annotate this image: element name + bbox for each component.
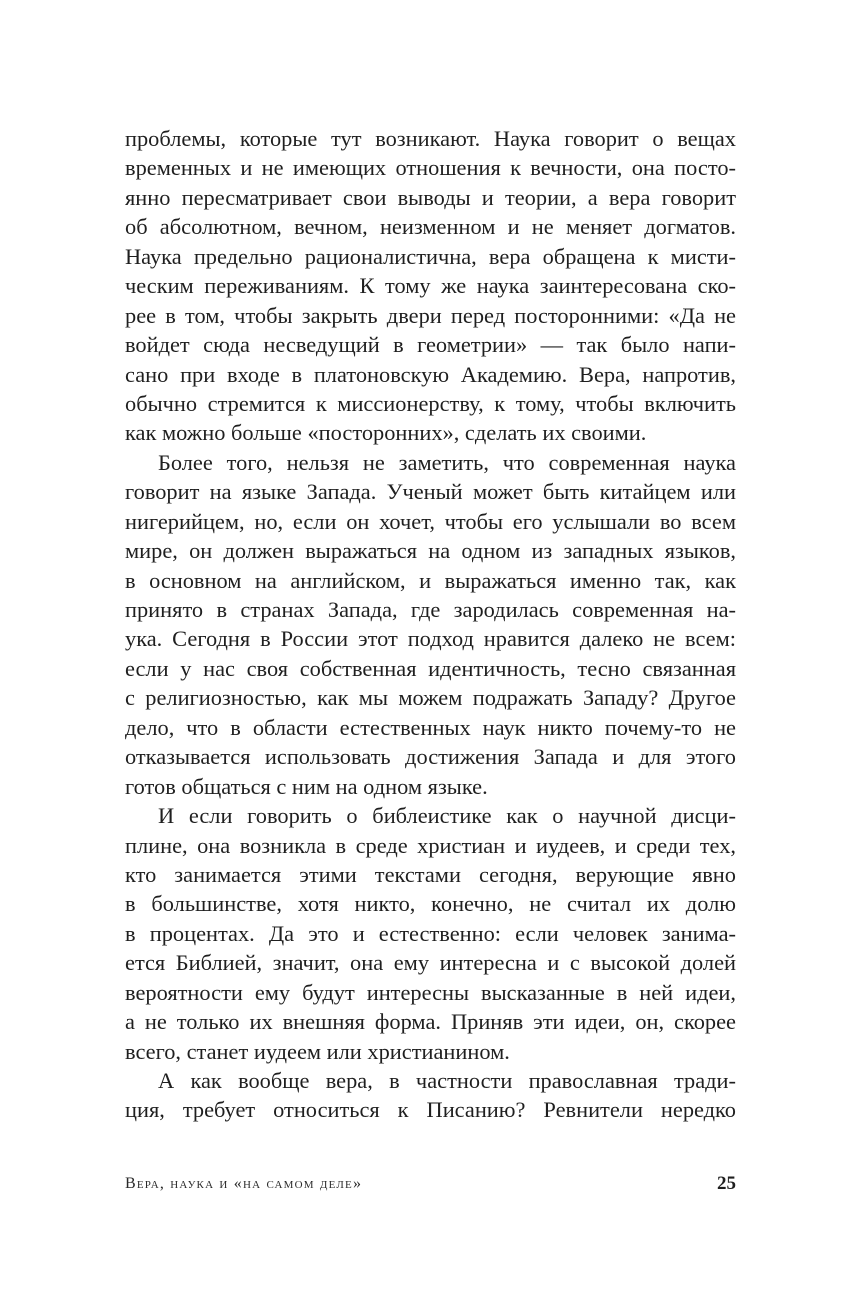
body-text: [125, 124, 736, 1125]
text-line: временных и не имеющих отношения к вечности, она посто-: [125, 155, 736, 181]
paragraph: [125, 124, 736, 448]
text-line: ческим переживаниям. К тому же наука заинтересована ско-: [125, 273, 736, 299]
paragraph: [125, 1066, 736, 1125]
text-line: вероятности ему будут интересны высказанные в ней идеи,: [125, 979, 736, 1005]
text-line: войдет сюда несведущий в геометрии» — так было напи-: [125, 332, 736, 358]
page-footer: [125, 1175, 736, 1203]
text-line: нигерийцем, но, если он хочет, чтобы его услышали во всем: [125, 508, 736, 534]
paragraph: [125, 448, 736, 801]
text-line: сано при входе в платоновскую Академию. Вера, напротив,: [125, 361, 736, 387]
text-line: кто занимается этими текстами сегодня, верующие явно: [125, 861, 736, 887]
text-line: ука. Сегодня в России этот подход нравится далеко не всем:: [125, 626, 736, 652]
text-line: плине, она возникла в среде христиан и иудеев, и среди тех,: [125, 832, 736, 858]
text-line: как можно больше «посторонних», сделать их своими.: [125, 420, 647, 446]
text-line: в большинстве, хотя никто, конечно, не считал их долю: [125, 891, 736, 917]
text-line: в основном на английском, и выражаться именно так, как: [125, 567, 736, 593]
text-line: проблемы, которые тут возникают. Наука говорит о вещах: [125, 126, 736, 151]
text-line: если у нас своя собственная идентичность, тесно связанная: [125, 655, 736, 681]
text-line: принято в странах Запада, где зародилась современная на-: [125, 597, 736, 622]
text-line: отказывается использовать достижения Запада и для этого: [125, 744, 736, 770]
text-line: обычно стремится к миссионерству, к тому, чтобы включить: [125, 390, 736, 416]
text-line: дело, что в области естественных наук никто почему-то не: [125, 714, 736, 740]
paragraph: [125, 801, 736, 1066]
text-line: а не только их внешняя форма. Приняв эти идеи, он, скорее: [125, 1009, 736, 1035]
text-line: И если говорить о библеистике как о научной дисци-: [158, 803, 736, 829]
text-line: Более того, нельзя не заметить, что современная наука: [158, 449, 736, 475]
running-head: Вера, наука и «на самом деле»: [125, 1175, 363, 1192]
text-line: А как вообще вера, в частности православная тради-: [158, 1068, 736, 1093]
text-line: в процентах. Да это и естественно: если человек занима-: [125, 920, 736, 946]
text-line: об абсолютном, вечном, неизменном и не меняет догматов.: [125, 214, 736, 240]
text-line: ется Библией, значит, она ему интересна и с высокой долей: [125, 950, 736, 976]
text-line: рее в том, чтобы закрыть двери перед посторонними: «Да не: [125, 302, 736, 328]
text-line: янно пересматривает свои выводы и теории, а вера говорит: [125, 184, 736, 210]
page-number: 25: [717, 1173, 736, 1194]
text-line: Наука предельно рационалистична, вера обращена к мисти-: [125, 243, 736, 269]
text-line: готов общаться с ним на одном языке.: [125, 773, 488, 799]
text-line: ция, требует относиться к Писанию? Ревнители нередко: [125, 1097, 736, 1123]
text-line: мире, он должен выражаться на одном из западных языков,: [125, 538, 736, 564]
text-line: с религиозностью, как мы можем подражать Западу? Другое: [125, 685, 736, 711]
text-line: всего, станет иудеем или христианином.: [125, 1038, 510, 1064]
text-line: говорит на языке Запада. Ученый может быть китайцем или: [125, 479, 736, 505]
